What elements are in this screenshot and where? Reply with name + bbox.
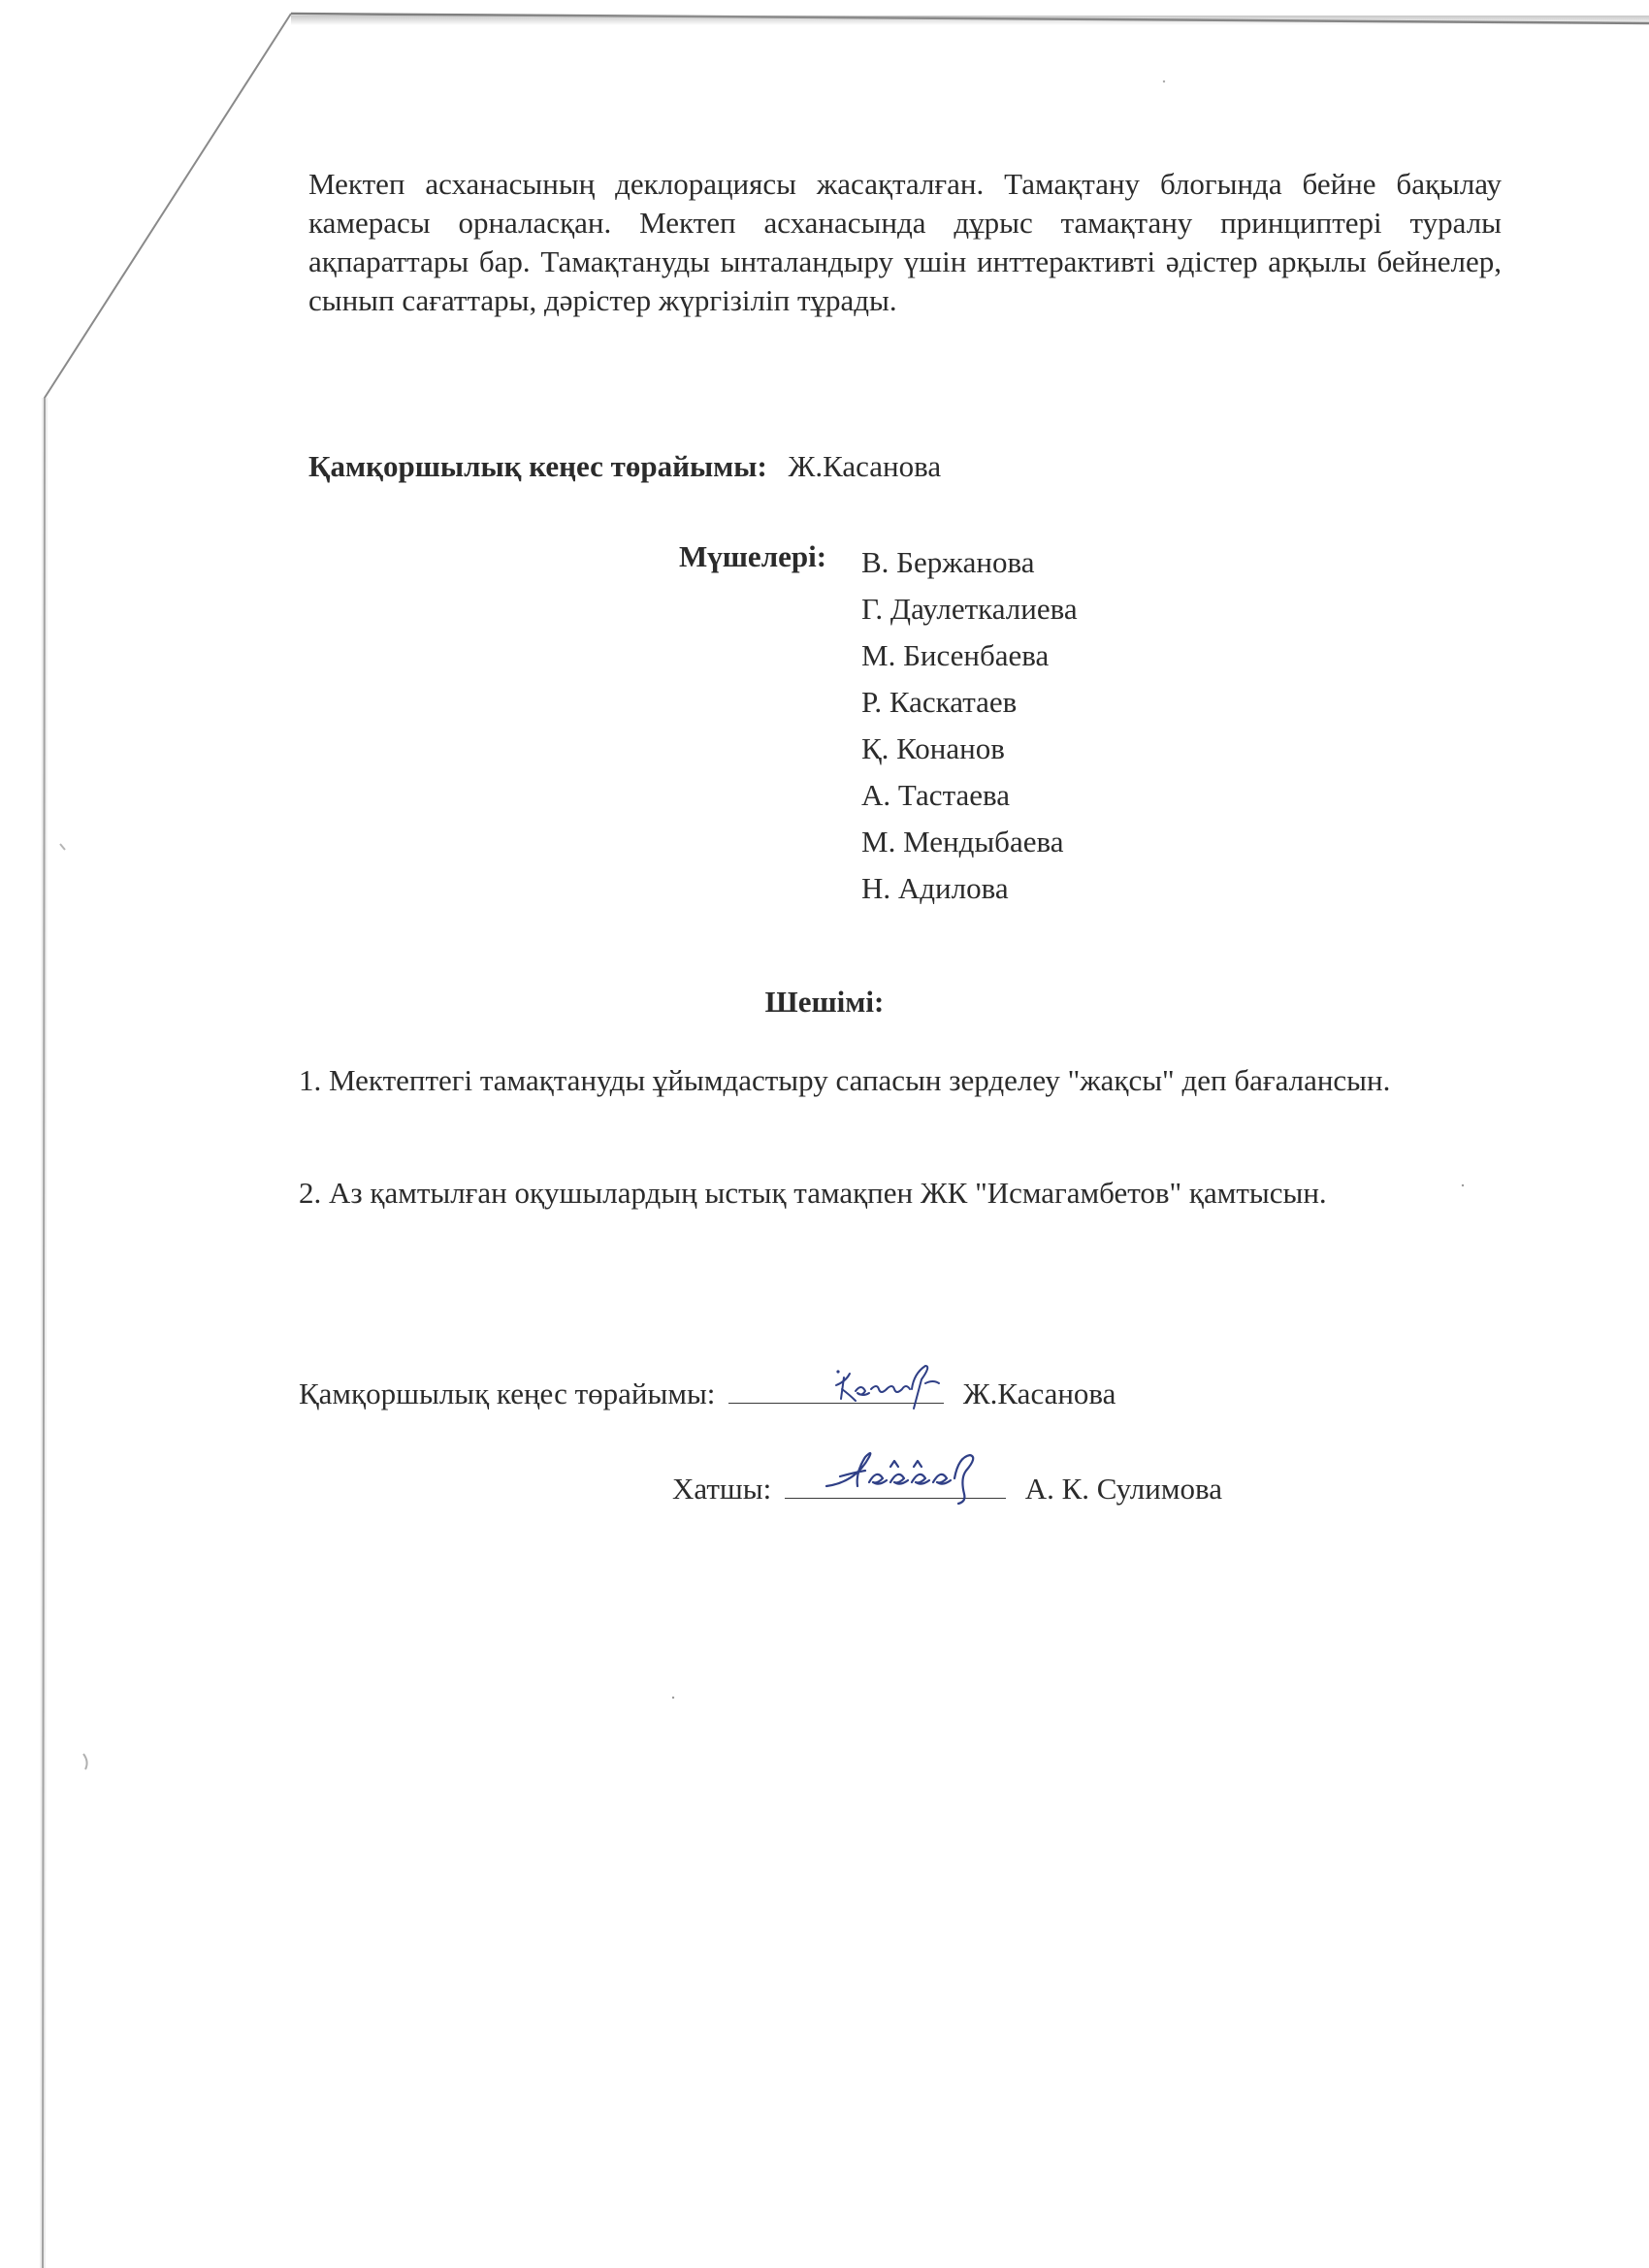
secretary-label: Хатшы: — [672, 1472, 772, 1506]
member-name: А. Тастаева — [861, 778, 1011, 812]
chair-signature-label: Қамқоршылық кеңес төрайымы: — [299, 1377, 716, 1410]
member-name: М. Мендыбаева — [861, 825, 1064, 859]
member-name: Н. Адилова — [861, 871, 1009, 905]
member-name: В. Бержанова — [861, 545, 1035, 579]
members-label: Мүшелері: — [679, 539, 827, 573]
member-name: М. Бисенбаева — [861, 638, 1050, 672]
decision-item-2: 2. Аз қамтылған оқушылардың ыстық тамақпен ЖК "Исмагамбетов" қамтысын. — [299, 1176, 1327, 1210]
decision-item-1: 1. Мектептегі тамақтануды ұйымдастыру сапасын зерделеу "жақсы" деп бағалансын. — [299, 1063, 1391, 1097]
chair-label: Қамқоршылық кеңес төрайымы: — [308, 449, 767, 483]
chair-name: Ж.Касанова — [788, 449, 942, 483]
chair-signature-name: Ж.Касанова — [962, 1377, 1116, 1410]
members-list — [861, 539, 1078, 912]
member-name: Р. Каскатаев — [861, 685, 1018, 719]
decision-title: Шешімі: — [764, 985, 885, 1019]
secretary-name: А. К. Сулимова — [1024, 1472, 1222, 1506]
chair-signature-row — [299, 1376, 1116, 1411]
member-name: Г. Даулеткалиева — [861, 592, 1078, 626]
member-name: Қ. Конанов — [861, 731, 1005, 765]
chair-line — [308, 449, 941, 484]
secretary-handwritten-signature — [821, 1443, 1015, 1511]
chair-handwritten-signature — [830, 1360, 966, 1418]
body-paragraph: Мектеп асханасының деклорациясы жасақталған. Тамақтану блогында бейне бақылау камерасы орналасқан. Мектеп асханасында дұрыс тамақтану принциптері туралы ақпараттары бар. Тамақтануды ынталандыру үшін инттерактивті әдістер арқылы бейнелер, сынып сағаттары, дәрістер жүргізіліп тұрады. — [308, 167, 1502, 317]
